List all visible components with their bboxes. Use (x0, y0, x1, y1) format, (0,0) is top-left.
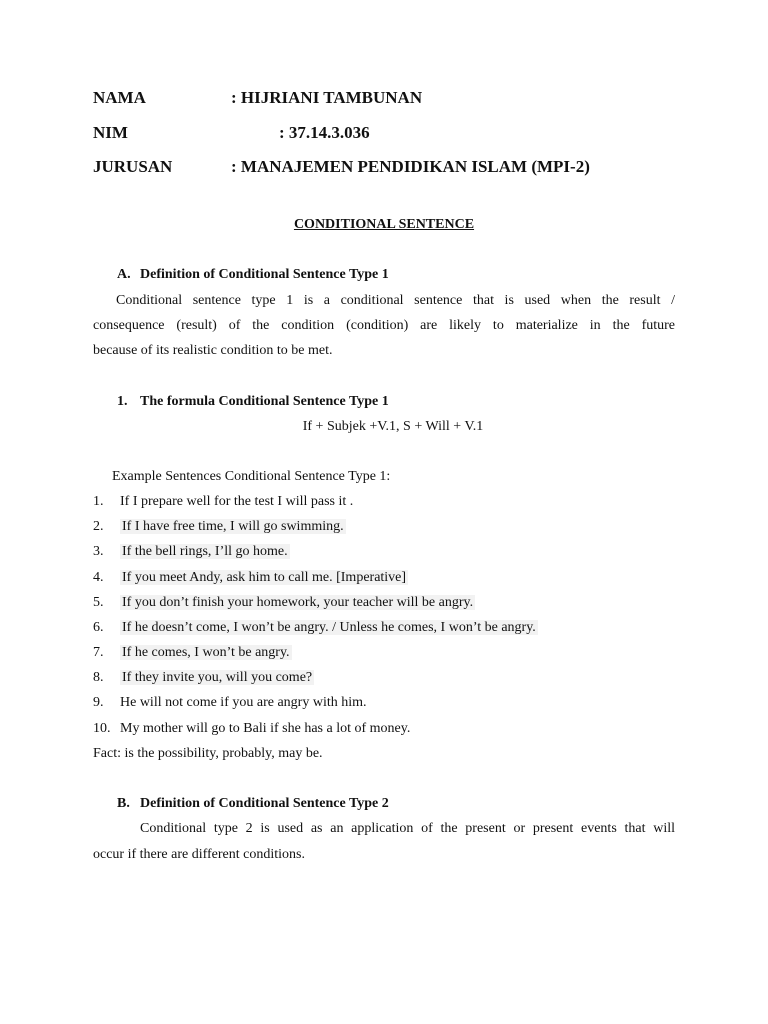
list-item-number: 1. (93, 494, 104, 509)
examples-intro: Example Sentences Conditional Sentence Type 1: (112, 469, 391, 484)
section-a-marker: A. (117, 267, 131, 282)
list-item: If you meet Andy, ask him to call me. [Imperative] (122, 570, 407, 585)
section-a-para-line-3: because of its realistic condition to be met. (93, 343, 333, 358)
list-item-number: 6. (93, 620, 104, 635)
list-item-number: 4. (93, 570, 104, 585)
jurusan-label: JURUSAN (93, 157, 173, 176)
list-item-number: 7. (93, 645, 104, 660)
section-b-para-line-1: Conditional type 2 is used as an application of the present or present events that will (140, 821, 675, 836)
section-b-para-line-2: occur if there are different conditions. (93, 847, 305, 862)
nim-label: NIM (93, 123, 128, 142)
list-item: If I have free time, I will go swimming. (122, 519, 344, 534)
section-b-marker: B. (117, 796, 130, 811)
section-a-heading: Definition of Conditional Sentence Type 1 (140, 267, 389, 282)
section-b-heading: Definition of Conditional Sentence Type 2 (140, 796, 389, 811)
list-item-number: 9. (93, 695, 104, 710)
formula-text: If + Subjek +V.1, S + Will + V.1 (302, 419, 484, 434)
section-a-para-line-1: Conditional sentence type 1 is a conditional sentence that is used when the result / (116, 293, 675, 308)
document-title: CONDITIONAL SENTENCE (293, 217, 475, 232)
list-item-number: 8. (93, 670, 104, 685)
list-item: If I prepare well for the test I will pass it . (120, 494, 354, 509)
list-item: If the bell rings, I’ll go home. (122, 544, 288, 559)
nama-value: : HIJRIANI TAMBUNAN (231, 88, 423, 107)
formula-heading: The formula Conditional Sentence Type 1 (140, 394, 389, 409)
list-item: If they invite you, will you come? (122, 670, 313, 685)
section-a-para-line-2: consequence (result) of the condition (condition) are likely to materialize in the future (93, 318, 675, 333)
list-item: If he doesn’t come, I won’t be angry. / Unless he comes, I won’t be angry. (122, 620, 536, 635)
list-item-number: 3. (93, 544, 104, 559)
formula-marker: 1. (117, 394, 128, 409)
nama-label: NAMA (93, 88, 146, 107)
list-item: If you don’t finish your homework, your teacher will be angry. (122, 595, 474, 610)
jurusan-value: : MANAJEMEN PENDIDIKAN ISLAM (MPI-2) (231, 157, 590, 176)
fact-note: Fact: is the possibility, probably, may be. (93, 746, 323, 761)
nim-value: : 37.14.3.036 (279, 123, 370, 142)
list-item: My mother will go to Bali if she has a lot of money. (120, 721, 411, 736)
list-item: He will not come if you are angry with him. (120, 695, 367, 710)
list-item-number: 10. (93, 721, 111, 736)
list-item-number: 5. (93, 595, 104, 610)
list-item-number: 2. (93, 519, 104, 534)
list-item: If he comes, I won’t be angry. (122, 645, 290, 660)
